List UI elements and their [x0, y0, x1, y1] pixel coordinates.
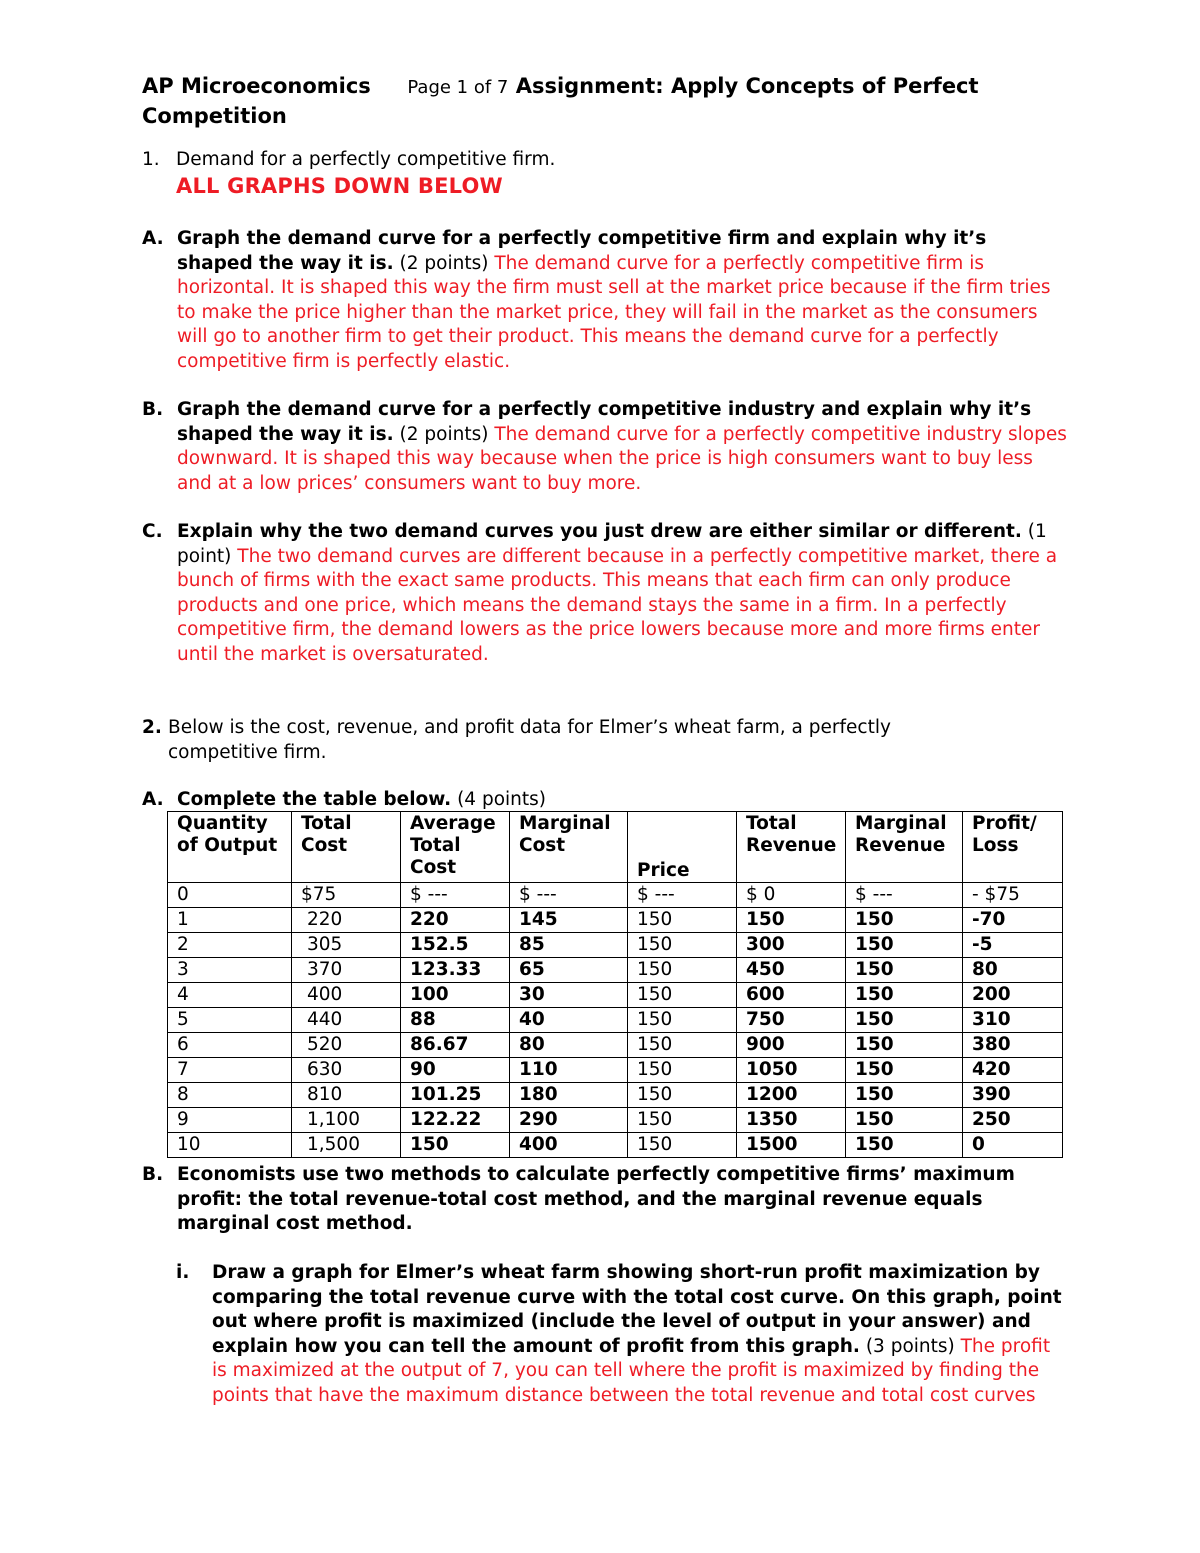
- q1b-question: Graph the demand curve for a perfectly competitive industry and explain why it’s shaped the way it is.: [177, 399, 1032, 445]
- course-title: AP Microeconomics: [142, 74, 371, 98]
- q1c-answer: The two demand curves are different because in a perfectly competitive market, there a bunch of firms with the exact same products. This means that each firm can only produce products and one price, which means the demand stays the same in a firm. In a perfectly competitive firm, the demand lowers as the price lowers because more and more firms enter until the market is oversaturated.: [177, 545, 1058, 665]
- cell-total-revenue: 1200: [737, 1083, 846, 1108]
- cell-marginal-revenue: 150: [846, 1108, 963, 1133]
- table-header-row: [168, 812, 1063, 883]
- q2b-label: B.: [142, 1164, 164, 1185]
- cell-price: 150: [628, 1033, 737, 1058]
- cell-profit-loss: 390: [963, 1083, 1063, 1108]
- graphs-alert: ALL GRAPHS DOWN BELOW: [176, 174, 503, 198]
- cell-marginal-cost: 110: [510, 1058, 628, 1083]
- q2a-question: Complete the table below.: [177, 789, 452, 810]
- header-quantity: Quantity of Output: [168, 812, 292, 883]
- cell-marginal-cost: 180: [510, 1083, 628, 1108]
- assignment-title-line1: Assignment: Apply Concepts of Perfect: [515, 74, 979, 98]
- cell-quantity: 6: [168, 1033, 292, 1058]
- cell-total-revenue: 450: [737, 958, 846, 983]
- table-row: [168, 1033, 1063, 1058]
- page-number: Page 1 of 7: [407, 77, 509, 98]
- cell-total-cost: 630: [292, 1058, 401, 1083]
- table-row: [168, 1133, 1063, 1158]
- cell-marginal-cost: $ ---: [510, 883, 628, 908]
- cell-marginal-cost: 400: [510, 1133, 628, 1158]
- header-average-total-cost: Average Total Cost: [401, 812, 510, 883]
- cell-marginal-revenue: 150: [846, 1058, 963, 1083]
- table-row: [168, 883, 1063, 908]
- cell-total-cost: 440: [292, 1008, 401, 1033]
- q1-number: 1.: [142, 149, 160, 170]
- cell-total-revenue: 750: [737, 1008, 846, 1033]
- q1c-block: [177, 520, 1067, 668]
- cell-quantity: 0: [168, 883, 292, 908]
- q2bi-block: [212, 1261, 1062, 1409]
- cell-total-revenue: 600: [737, 983, 846, 1008]
- cell-average-total-cost: 100: [401, 983, 510, 1008]
- cell-price: 150: [628, 933, 737, 958]
- cell-marginal-cost: 40: [510, 1008, 628, 1033]
- q1b-points: (2 points): [399, 423, 489, 445]
- cell-total-revenue: 150: [737, 908, 846, 933]
- cell-marginal-revenue: 150: [846, 1008, 963, 1033]
- cell-profit-loss: -5: [963, 933, 1063, 958]
- cell-marginal-cost: 65: [510, 958, 628, 983]
- cell-average-total-cost: 152.5: [401, 933, 510, 958]
- cell-price: 150: [628, 983, 737, 1008]
- cell-marginal-revenue: 150: [846, 908, 963, 933]
- cell-marginal-revenue: 150: [846, 983, 963, 1008]
- q1a-points: (2 points): [399, 252, 489, 274]
- cell-marginal-revenue: 150: [846, 933, 963, 958]
- cell-average-total-cost: 86.67: [401, 1033, 510, 1058]
- cell-price: 150: [628, 908, 737, 933]
- q1b-block: [177, 398, 1067, 496]
- table-row: [168, 958, 1063, 983]
- cell-total-cost: 810: [292, 1083, 401, 1108]
- table-row: [168, 1108, 1063, 1133]
- q2bi-answer: The profit is maximized at the output of 7, you can tell where the profit is maximized by finding the points that have the maximum distance between the total revenue and total cost curves: [212, 1335, 1051, 1406]
- header-total-cost: Total Cost: [292, 812, 401, 883]
- cell-price: 150: [628, 1108, 737, 1133]
- q2a-label: A.: [142, 789, 164, 810]
- cost-revenue-table: [167, 811, 1063, 1158]
- header-marginal-revenue: Marginal Revenue: [846, 812, 963, 883]
- header-total-revenue: Total Revenue: [737, 812, 846, 883]
- cell-marginal-cost: 290: [510, 1108, 628, 1133]
- cell-quantity: 4: [168, 983, 292, 1008]
- cell-total-cost: 305: [292, 933, 401, 958]
- cell-profit-loss: - $75: [963, 883, 1063, 908]
- q2bi-points: (3 points): [865, 1335, 955, 1357]
- cell-price: 150: [628, 1058, 737, 1083]
- q2a-block: [177, 788, 1067, 813]
- cell-price: 150: [628, 1133, 737, 1158]
- page-header: [142, 72, 1082, 130]
- cell-average-total-cost: 122.22: [401, 1108, 510, 1133]
- q1a-label: A.: [142, 228, 164, 249]
- header-price-text: Price: [637, 860, 690, 881]
- q2bi-question: Draw a graph for Elmer’s wheat farm showing short-run profit maximization by comparing the total revenue curve with the total cost curve. On this graph, point out where profit is maximized (include the level of output in your answer) and explain how you can tell the amount of profit from this graph.: [212, 1262, 1062, 1357]
- cell-marginal-revenue: 150: [846, 958, 963, 983]
- table-row: [168, 908, 1063, 933]
- q1a-block: [177, 227, 1067, 375]
- header-marginal-cost: Marginal Cost: [510, 812, 628, 883]
- q2bi-label: i.: [176, 1262, 190, 1283]
- table-row: [168, 1083, 1063, 1108]
- cell-marginal-revenue: $ ---: [846, 883, 963, 908]
- cell-marginal-revenue: 150: [846, 1033, 963, 1058]
- cell-profit-loss: 200: [963, 983, 1063, 1008]
- cell-marginal-revenue: 150: [846, 1133, 963, 1158]
- cell-average-total-cost: 101.25: [401, 1083, 510, 1108]
- cell-profit-loss: 0: [963, 1133, 1063, 1158]
- cell-total-revenue: 1500: [737, 1133, 846, 1158]
- q2-intro: Below is the cost, revenue, and profit data for Elmer’s wheat farm, a perfectly competitive firm.: [168, 717, 891, 763]
- cell-average-total-cost: $ ---: [401, 883, 510, 908]
- cell-average-total-cost: 90: [401, 1058, 510, 1083]
- cell-total-cost: 400: [292, 983, 401, 1008]
- cell-average-total-cost: 150: [401, 1133, 510, 1158]
- q1-prompt: Demand for a perfectly competitive firm.: [176, 149, 556, 170]
- table-row: [168, 983, 1063, 1008]
- q1b-label: B.: [142, 399, 164, 420]
- header-price: [628, 812, 737, 883]
- q1a-answer: The demand curve for a perfectly competitive firm is horizontal. It is shaped this way the firm must sell at the market price because if the firm tries to make the price higher than the market price, they will fail in the market as the consumers will go to another firm to get their product. This means the demand curve for a perfectly competitive firm is perfectly elastic.: [177, 252, 1051, 372]
- cell-average-total-cost: 220: [401, 908, 510, 933]
- cell-total-cost: 1,100: [292, 1108, 401, 1133]
- cell-average-total-cost: 88: [401, 1008, 510, 1033]
- cell-profit-loss: 420: [963, 1058, 1063, 1083]
- cell-profit-loss: 80: [963, 958, 1063, 983]
- cell-total-revenue: 900: [737, 1033, 846, 1058]
- q1b-answer: The demand curve for a perfectly competitive industry slopes downward. It is shaped this way because when the price is high consumers want to buy less and at a low prices’ consumers want to buy more.: [177, 423, 1067, 494]
- cell-price: 150: [628, 1008, 737, 1033]
- cell-quantity: 7: [168, 1058, 292, 1083]
- cell-price: $ ---: [628, 883, 737, 908]
- q2b-text: Economists use two methods to calculate perfectly competitive firms’ maximum profit: the total revenue-total cost method, and the marginal revenue equals marginal cost method.: [177, 1164, 1015, 1235]
- cell-quantity: 8: [168, 1083, 292, 1108]
- cell-marginal-cost: 30: [510, 983, 628, 1008]
- header-profit-loss: Profit/ Loss: [963, 812, 1063, 883]
- cell-total-cost: 370: [292, 958, 401, 983]
- cell-profit-loss: 380: [963, 1033, 1063, 1058]
- q1a-question: Graph the demand curve for a perfectly competitive firm and explain why it’s shaped the way it is.: [177, 228, 987, 274]
- table-row: [168, 1058, 1063, 1083]
- cell-quantity: 2: [168, 933, 292, 958]
- cell-profit-loss: -70: [963, 908, 1063, 933]
- q1c-points: (1 point): [177, 521, 1047, 567]
- cell-total-cost: 520: [292, 1033, 401, 1058]
- cell-total-revenue: $ 0: [737, 883, 846, 908]
- cell-marginal-cost: 145: [510, 908, 628, 933]
- cell-profit-loss: 250: [963, 1108, 1063, 1133]
- q1c-question: Explain why the two demand curves you just drew are either similar or different.: [177, 521, 1022, 542]
- q2a-points: (4 points): [457, 789, 546, 810]
- cell-price: 150: [628, 1083, 737, 1108]
- cell-total-revenue: 300: [737, 933, 846, 958]
- cell-quantity: 3: [168, 958, 292, 983]
- cell-marginal-cost: 80: [510, 1033, 628, 1058]
- q2-number: 2.: [142, 717, 162, 738]
- assignment-title-line2: Competition: [142, 104, 287, 128]
- cell-marginal-cost: 85: [510, 933, 628, 958]
- table-row: [168, 933, 1063, 958]
- q1c-label: C.: [142, 521, 163, 542]
- cell-quantity: 9: [168, 1108, 292, 1133]
- cell-total-revenue: 1350: [737, 1108, 846, 1133]
- table-row: [168, 1008, 1063, 1033]
- cell-quantity: 1: [168, 908, 292, 933]
- cell-profit-loss: 310: [963, 1008, 1063, 1033]
- cell-marginal-revenue: 150: [846, 1083, 963, 1108]
- cell-total-cost: $75: [292, 883, 401, 908]
- cell-quantity: 5: [168, 1008, 292, 1033]
- cell-total-revenue: 1050: [737, 1058, 846, 1083]
- cell-average-total-cost: 123.33: [401, 958, 510, 983]
- cell-quantity: 10: [168, 1133, 292, 1158]
- cell-price: 150: [628, 958, 737, 983]
- cell-total-cost: 1,500: [292, 1133, 401, 1158]
- cell-total-cost: 220: [292, 908, 401, 933]
